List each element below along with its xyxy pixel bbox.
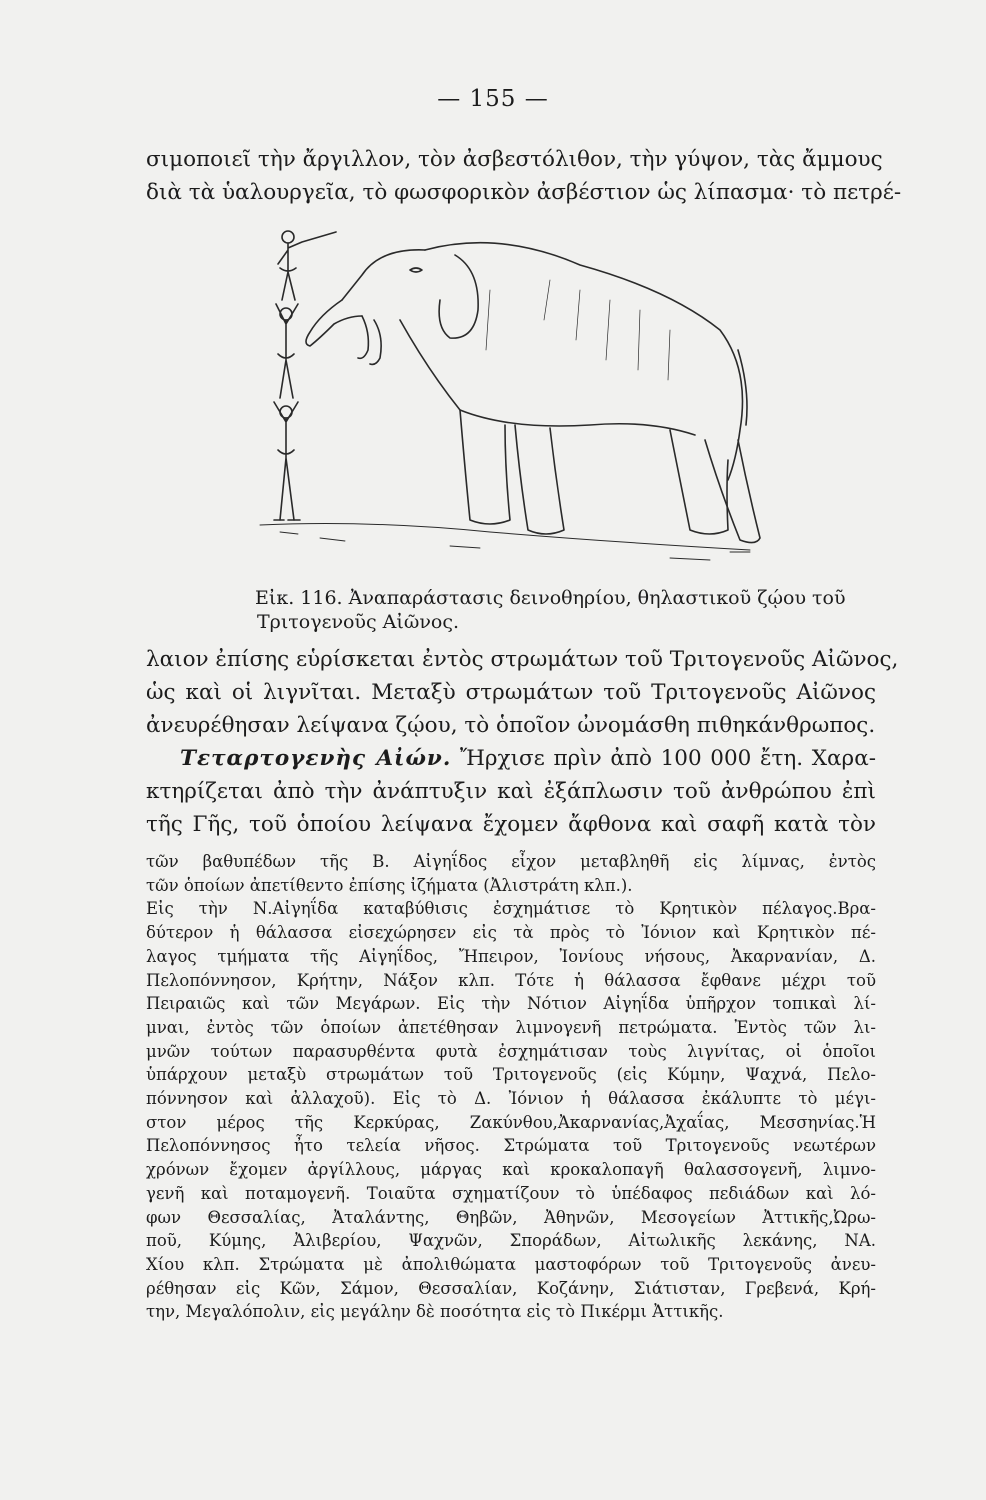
- footnote-line: μνῶν τούτων παρασυρθέντα φυτὰ ἐσχημάτισαν τοὺς λιγνίτας, οἱ ὁποῖοι: [146, 1041, 876, 1061]
- era-heading: Τεταρτογενὴς Αἰών.: [180, 746, 452, 771]
- era-text-first: Ἤρχισε πρὶν ἀπὸ 100 000 ἔτη. Χαρα-: [451, 746, 876, 771]
- footnote-line: λαγος τμήματα τῆς Αἰγηΐδος, Ἤπειρον, Ἰονίους νήσους, Ἀκαρνανίαν, Δ.: [146, 946, 876, 966]
- footnote-line: την, Μεγαλόπολιν, εἰς μεγάλην δὲ ποσότητα εἰς τὸ Πικέρμι Ἀττικῆς.: [146, 1302, 724, 1322]
- caption-line: Εἰκ. 116. Ἀναπαράστασις δεινοθηρίου, θηλαστικοῦ ζῴου τοῦ: [255, 587, 846, 609]
- text-line: κτηρίζεται ἀπὸ τὴν ἀνάπτυξιν καὶ ἐξάπλωσιν τοῦ ἀνθρώπου ἐπὶ: [146, 779, 876, 804]
- text-line: ὡς καὶ οἱ λιγνῖται. Μεταξὺ στρωμάτων τοῦ Τριτογενοῦς Αἰῶνος: [146, 680, 876, 705]
- stacked-men-figure: [274, 231, 336, 520]
- figure-caption: [255, 586, 855, 634]
- deinotherium-illustration: [250, 220, 770, 580]
- footnote-line: γενῆ καὶ ποταμογενῆ. Τοιαῦτα σχηματίζουν τὸ ὑπέδαφος πεδιάδων καὶ λό-: [146, 1183, 876, 1203]
- text-line: σιμοποιεῖ τὴν ἄργιλλον, τὸν ἀσβεστόλιθον, τὴν γύψον, τὰς ἄμμους: [146, 147, 883, 172]
- footnote-line: στον μέρος τῆς Κερκύρας, Ζακύνθου,Ἀκαρνανίας,Ἀχαΐας, Μεσσηνίας.Ἡ: [146, 1112, 876, 1132]
- text-line: ἀνευρέθησαν λείψανα ζῴου, τὸ ὁποῖον ὠνομάσθη πιθηκάνθρωπος.: [146, 713, 876, 738]
- footnote-line: τῶν βαθυπέδων τῆς Β. Αἰγηΐδος εἶχον μεταβληθῆ εἰς λίμνας, ἐντὸς: [146, 852, 876, 871]
- footnote-line: Εἰς τὴν Ν.Αἰγηΐδα καταβύθισις ἐσχημάτισε τὸ Κρητικὸν πέλαγος.Βρα-: [146, 899, 876, 919]
- footnote-line: τῶν ὁποίων ἀπετίθεντο ἐπίσης ἰζήματα (Ἀλιστράτη κλπ.).: [146, 875, 633, 895]
- footnote-line: φων Θεσσαλίας, Ἀταλάντης, Θηβῶν, Ἀθηνῶν, Μεσογείων Ἀττικῆς,Ὠρω-: [146, 1207, 876, 1227]
- footnote-line: χρόνων ἔχομεν ἀργίλλους, μάργας καὶ κροκαλοπαγῆ θαλασσογενῆ, λιμνο-: [146, 1160, 876, 1180]
- footnote-line: πόννησον καὶ ἀλλαχοῦ). Εἰς τὸ Δ. Ἰόνιον ἡ θάλασσα ἐκάλυπτε τὸ μέγι-: [146, 1089, 876, 1109]
- footnote-line: δύτερον ἡ θάλασσα εἰσεχώρησεν εἰς τὰ πρὸς τὸ Ἰόνιον καὶ Κρητικὸν πέ-: [146, 923, 876, 943]
- footnote-line: Χίου κλπ. Στρώματα μὲ ἀπολιθώματα μαστοφόρων τοῦ Τριτογενοῦς ἀνευ-: [146, 1254, 876, 1274]
- footnote-line: ὑπάρχουν μεταξὺ στρωμάτων τοῦ Τριτογενοῦς (εἰς Κύμην, Ψαχνά, Πελο-: [146, 1065, 876, 1085]
- footnote-line: Πειραιῶς καὶ τῶν Μεγάρων. Εἰς τὴν Νότιον Αἰγηΐδα ὑπῆρχον τοπικαὶ λί-: [146, 994, 876, 1014]
- illustration-drawing: [250, 220, 770, 580]
- deinotherium-figure: [306, 243, 760, 543]
- footnote-block: [146, 850, 876, 1324]
- caption-line: Τριτογενοῦς Αἰῶνος.: [257, 611, 459, 633]
- text-line: λαιον ἐπίσης εὑρίσκεται ἐντὸς στρωμάτων τοῦ Τριτογενοῦς Αἰῶνος,: [146, 647, 899, 672]
- footnote-line: ρέθησαν εἰς Κῶν, Σάμον, Θεσσαλίαν, Κοζάνην, Σιάτισταν, Γρεβενά, Κρή-: [146, 1278, 876, 1298]
- top-paragraph: [146, 143, 902, 209]
- footnote-line: ποῦ, Κύμης, Ἀλιβερίου, Ψαχνῶν, Σποράδων, Αἰτωλικῆς λεκάνης, ΝΑ.: [146, 1231, 876, 1251]
- footnote-line: Πελοπόννησος ἦτο τελεία νῆσος. Στρώματα τοῦ Τριτογενοῦς νεωτέρων: [146, 1136, 876, 1156]
- text-line: διὰ τὰ ὑαλουργεῖα, τὸ φωσφορικὸν ἀσβέστιον ὡς λίπασμα· τὸ πετρέ-: [146, 180, 902, 205]
- era-heading-line: [146, 742, 876, 775]
- text-line: τῆς Γῆς, τοῦ ὁποίου λείψανα ἔχομεν ἄφθονα καὶ σαφῆ κατὰ τὸν: [146, 812, 876, 837]
- footnote-line: μναι, ἐντὸς τῶν ὁποίων ἀπετέθησαν λιμνογενῆ πετρώματα. Ἐντὸς τῶν λι-: [146, 1017, 876, 1037]
- middle-paragraph: [146, 643, 899, 841]
- page-number: — 155 —: [437, 86, 549, 112]
- footnote-line: Πελοπόννησον, Κρήτην, Νάξον κλπ. Τότε ἡ θάλασσα ἔφθανε μέχρι τοῦ: [146, 970, 876, 990]
